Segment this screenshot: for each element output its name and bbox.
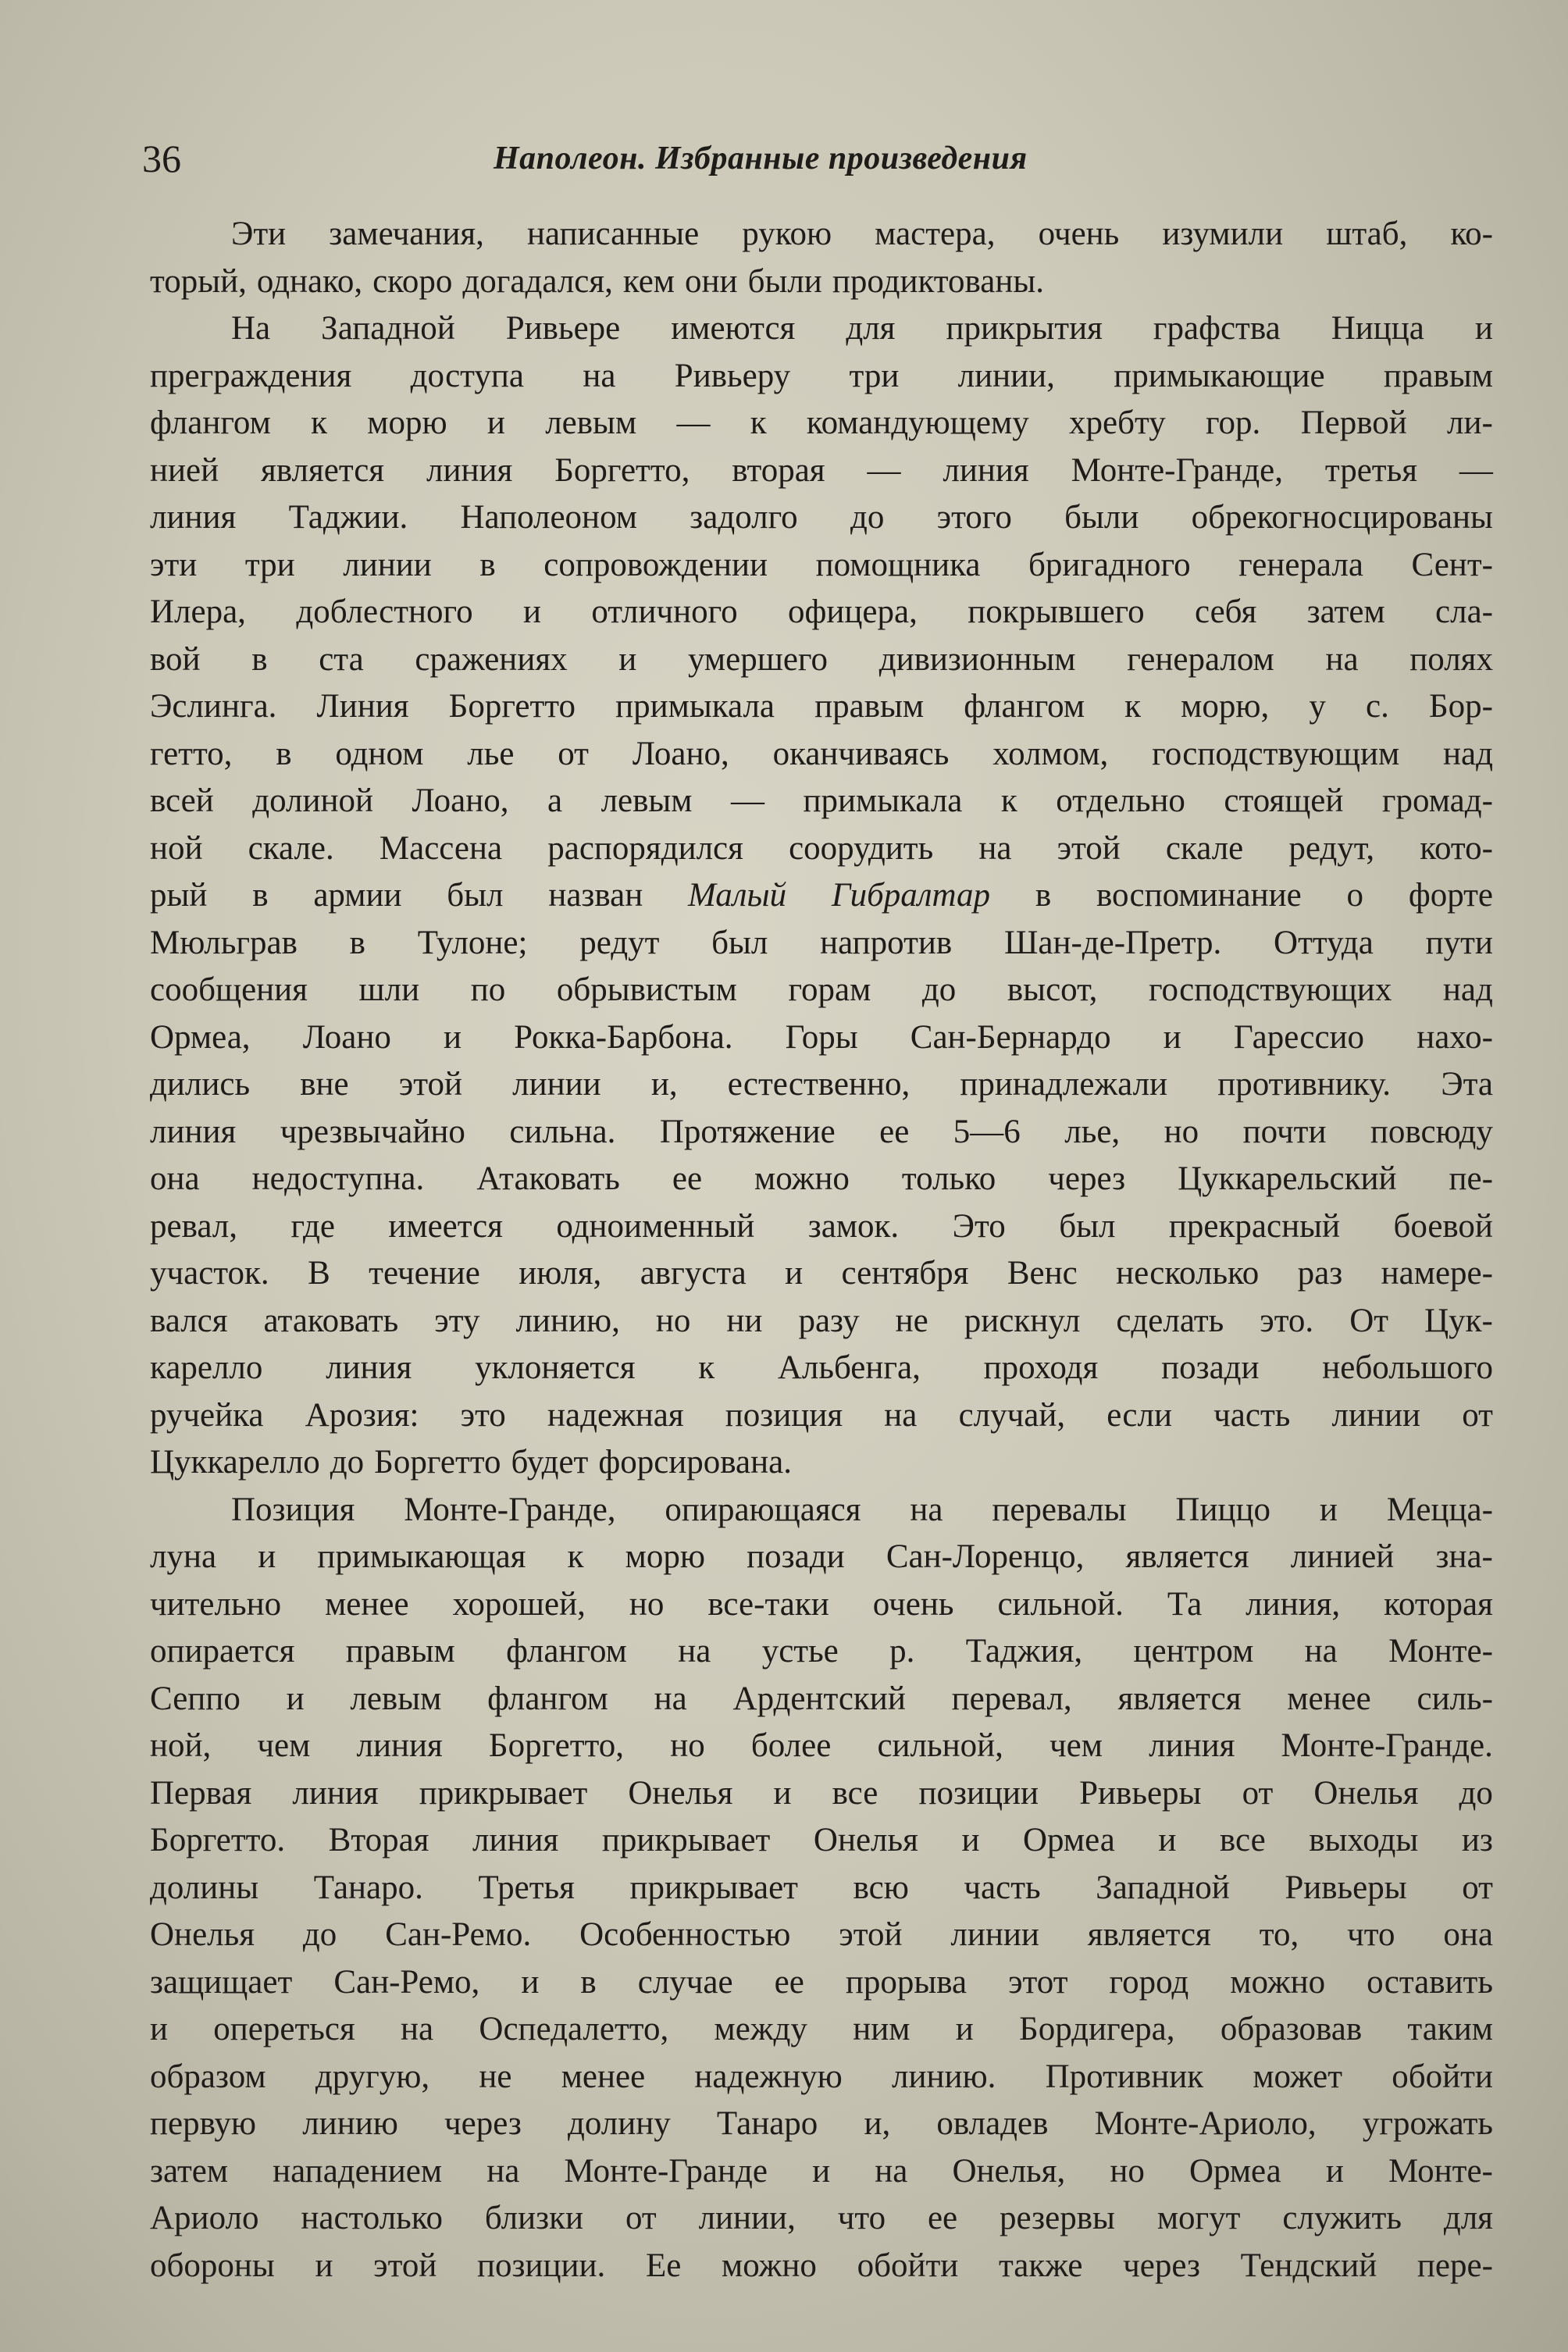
text-line: ной скале. Массена распорядился соорудить на этой скале редут, кото- [150,829,1493,867]
text-line: первую линию через долину Танаро и, овладев Монте-Ариоло, угрожать [150,2105,1493,2142]
text-line: затем нападением на Монте-Гранде и на Онелья, но Ормеа и Монте- [150,2152,1493,2190]
text-line: На Западной Ривьере имеются для прикрытия графства Ницца и [231,310,1493,347]
text-line: Цуккарелло до Боргетто будет форсирована. [150,1444,792,1481]
page-header [142,131,1501,186]
text-line: Сеппо и левым флангом на Ардентский перевал, является менее силь- [150,1680,1493,1717]
text-line: сообщения шли по обрывистым горам до высот, господствующих над [150,971,1493,1008]
body-text [150,211,1493,2290]
text-line: Ормеа, Лоано и Рокка-Барбона. Горы Сан-Бернардо и Гарессио нахо- [150,1018,1493,1056]
running-title: Наполеон. Избранные произведения [494,141,1028,176]
text-line: всей долиной Лоано, а левым — примыкала к отдельно стоящей громад- [150,782,1493,819]
text-line: вался атаковать эту линию, но ни разу не рискнул сделать это. От Цук- [150,1302,1493,1339]
text-line: линия чрезвычайно сильна. Протяжение ее 5—6 лье, но почти повсюду [150,1113,1493,1150]
page-number: 36 [142,137,181,180]
text-line: чительно менее хорошей, но все-таки очень сильной. Та линия, которая [150,1585,1493,1623]
text-line: Эти замечания, написанные рукою мастера, очень изумили штаб, ко- [231,216,1493,252]
text-line: обороны и этой позиции. Ее можно обойти также через Тендский пере- [150,2247,1493,2284]
text-line: луна и примыкающая к морю позади Сан-Лоренцо, является линией зна- [150,1538,1493,1575]
text-line: линия Таджии. Наполеоном задолго до этого были обрекогносцированы [150,499,1493,536]
text-line: преграждения доступа на Ривьеру три линии, примыкающие правым [150,357,1493,394]
text-line: и опереться на Оспедалетто, между ним и Бордигера, образовав таким [150,2011,1493,2047]
text-line: ной, чем линия Боргетто, но более сильной, чем линия Монте-Гранде. [150,1727,1493,1764]
text-line: ручейка Арозия: это надежная позиция на случай, если часть линии от [150,1396,1493,1434]
text-line: Эслинга. Линия Боргетто примыкала правым флангом к морю, у с. Бор- [150,688,1493,725]
text-line: участок. В течение июля, августа и сентября Венс несколько раз намере- [150,1255,1493,1292]
text-line: образом другую, не менее надежную линию. Противник может обойти [150,2058,1493,2095]
text-line: долины Танаро. Третья прикрывает всю часть Западной Ривьеры от [150,1869,1493,1906]
text-line: Илера, доблестного и отличного офицера, покрывшего себя затем сла- [150,593,1493,630]
text-line: рый в армии был назван Малый Гибралтар в воспоминание о форте [150,877,1493,914]
text-line: Онелья до Сан-Ремо. Особенностью этой линии является то, что она [150,1916,1493,1953]
text-line: она недоступна. Атаковать ее можно только через Цуккарельский пе- [150,1160,1493,1197]
text-line: опирается правым флангом на устье р. Таджия, центром на Монте- [150,1633,1493,1670]
text-line: карелло линия уклоняется к Альбенга, проходя позади небольшого [150,1349,1493,1386]
text-line: защищает Сан-Ремо, и в случае ее прорыва этот город можно оставить [150,1963,1493,2001]
text-line: вой в ста сражениях и умершего дивизионным генералом на полях [150,640,1493,678]
text-line: Первая линия прикрывает Онелья и все позиции Ривьеры от Онелья до [150,1774,1493,1812]
text-line: торый, однако, скоро догадался, кем они были продиктованы. [150,262,1044,300]
text-line: гетто, в одном лье от Лоано, оканчиваясь холмом, господствующим над [150,735,1493,772]
text-line: Позиция Монте-Гранде, опирающаяся на перевалы Пиццо и Мецца- [231,1491,1493,1528]
text-line: флангом к морю и левым — к командующему хребту гор. Первой ли- [150,404,1493,441]
text-line: Ариоло настолько близки от линии, что ее резервы могут служить для [150,2200,1493,2236]
text-line: эти три линии в сопровождении помощника бригадного генерала Сент- [150,546,1493,583]
text-line: нией является линия Боргетто, вторая — линия Монте-Гранде, третья — [150,451,1493,489]
text-line: дились вне этой линии и, естественно, принадлежали противнику. Эта [150,1066,1493,1103]
text-line: Мюльграв в Тулоне; редут был напротив Шан-де-Претр. Оттуда пути [150,924,1493,961]
text-line: ревал, где имеется одноименный замок. Это был прекрасный боевой [150,1207,1493,1245]
text-line: Боргетто. Вторая линия прикрывает Онелья и Ормеа и все выходы из [150,1822,1493,1858]
